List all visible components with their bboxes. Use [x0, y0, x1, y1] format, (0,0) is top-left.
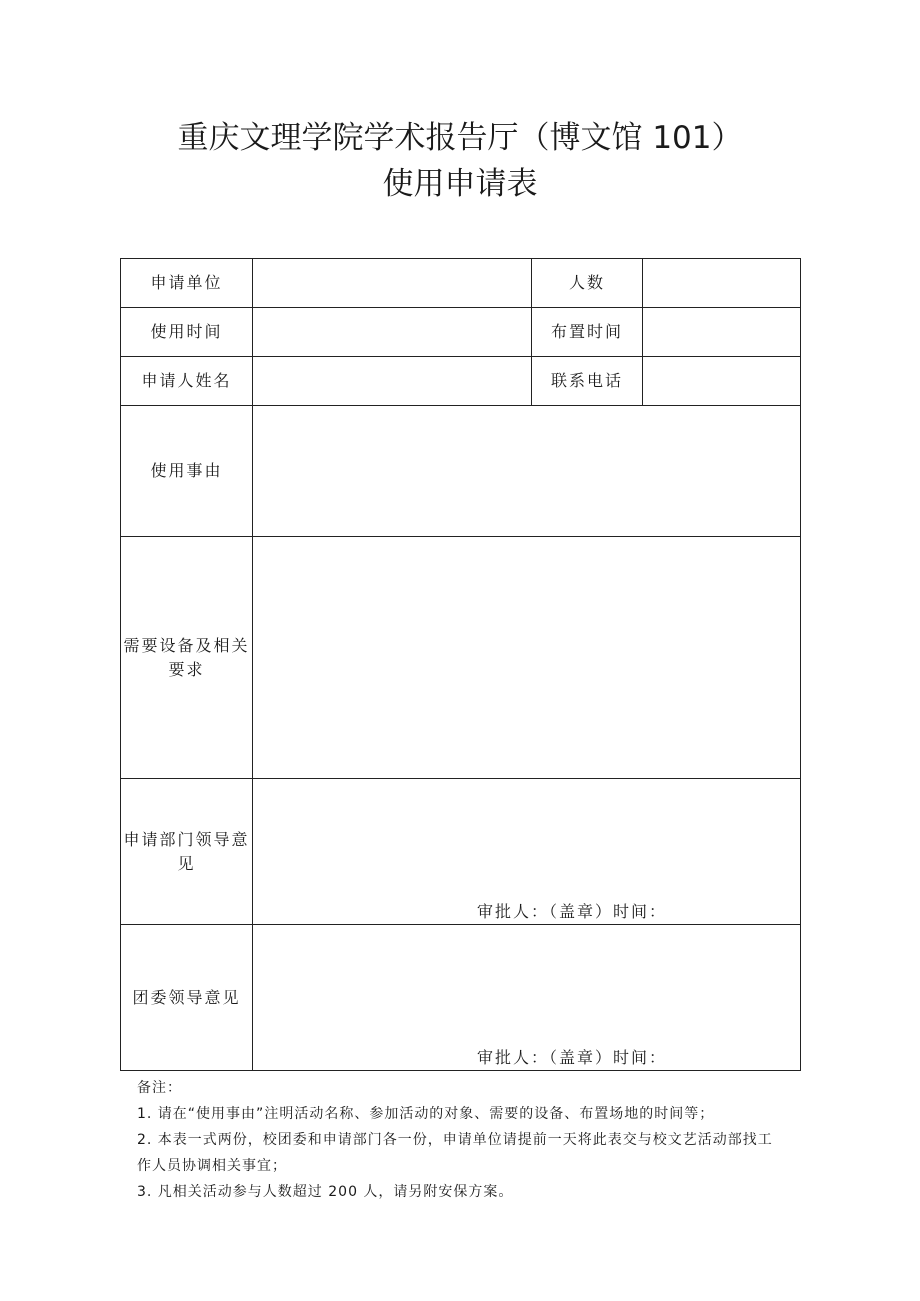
league-opinion-field[interactable] [253, 925, 801, 1071]
use-time-field[interactable] [253, 308, 532, 357]
note-item-1: 1. 请在“使用事由”注明活动名称、参加活动的对象、需要的设备、布置场地的时间等； [137, 1106, 715, 1122]
applicant-unit-field[interactable] [253, 259, 532, 308]
headcount-field[interactable] [643, 259, 801, 308]
notes-heading: 备注： [137, 1080, 182, 1096]
document-title: 重庆文理学院学术报告厅（博文馆 101） [177, 120, 743, 156]
dept-signature-line: 审批人：（盖章）时间： [477, 902, 668, 921]
note-item-2-line2: 作人员协调相关事宜； [137, 1158, 287, 1174]
dept-opinion-label-line1: 申请部门领导意 [123, 829, 250, 849]
dept-opinion-label [121, 779, 253, 925]
headcount-label: 人数 [532, 259, 643, 308]
phone-label: 联系电话 [532, 357, 643, 406]
setup-time-field[interactable] [643, 308, 801, 357]
form-row-applicant [121, 357, 801, 406]
form-row-dept-opinion [121, 779, 801, 925]
league-signature-line: 审批人：（盖章）时间： [477, 1048, 668, 1067]
setup-time-label: 布置时间 [532, 308, 643, 357]
note-item-2-line1: 2. 本表一式两份，校团委和申请部门各一份，申请单位请提前一天将此表交与校文艺活动部找工 [137, 1132, 773, 1148]
use-time-label: 使用时间 [121, 308, 253, 357]
equipment-field[interactable] [253, 537, 801, 779]
reason-label: 使用事由 [121, 406, 253, 537]
applicant-name-label: 申请人姓名 [121, 357, 253, 406]
equipment-label-line2: 要求 [168, 659, 205, 679]
form-row-equipment [121, 537, 801, 779]
form-row-time [121, 308, 801, 357]
form-row-reason [121, 406, 801, 537]
dept-opinion-field[interactable] [253, 779, 801, 925]
application-form-table [120, 258, 801, 1071]
phone-field[interactable] [643, 357, 801, 406]
applicant-unit-label: 申请单位 [121, 259, 253, 308]
notes-section [137, 1075, 797, 1205]
equipment-label [121, 537, 253, 779]
note-item-3: 3. 凡相关活动参与人数超过 200 人，请另附安保方案。 [137, 1184, 514, 1200]
form-row-league-opinion [121, 925, 801, 1071]
equipment-label-line1: 需要设备及相关 [123, 635, 250, 655]
applicant-name-field[interactable] [253, 357, 532, 406]
dept-opinion-label-line2: 见 [177, 853, 196, 873]
reason-field[interactable] [253, 406, 801, 537]
league-opinion-label: 团委领导意见 [121, 925, 253, 1071]
form-row-unit [121, 259, 801, 308]
document-subtitle: 使用申请表 [382, 166, 538, 202]
